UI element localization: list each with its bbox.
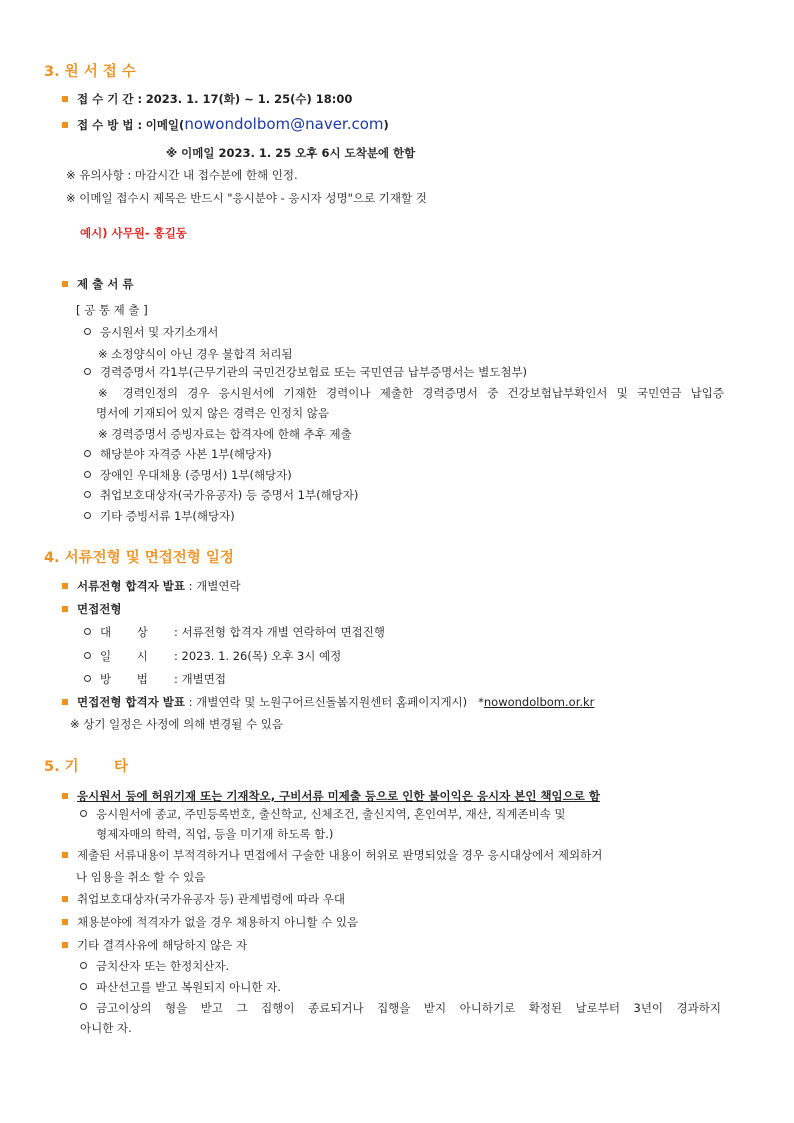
- period-value: 2023. 1. 17(화) ~ 1. 25(수) 18:00: [145, 92, 353, 106]
- date-value: : 2023. 1. 26(목) 오후 3시 예정: [174, 649, 342, 663]
- bullet-icon: [62, 583, 68, 589]
- bullet-icon: [62, 122, 68, 128]
- final-pass-label: 면접전형 합격자 발표: [77, 695, 185, 709]
- disq-text: 금치산자 또는 한정치산자.: [96, 959, 230, 973]
- disq-item: [80, 958, 229, 974]
- target-key: 대 상: [100, 625, 148, 639]
- circle-bullet-icon: [80, 1003, 87, 1010]
- bullet-icon: [62, 281, 68, 287]
- etc-sub-cont: 형제자매의 학력, 직업, 등을 미기재 하도록 함.): [96, 827, 334, 841]
- etc-sub-text: 응시원서에 종교, 주민등록번호, 출신학교, 신체조건, 출신지역, 혼인여부, 재산, 직계존비속 및: [96, 807, 566, 821]
- final-pass-value: : 개별연락 및 노원구어르신돌봄지원센터 홈페이지게시) *: [185, 695, 484, 709]
- etc-item: [62, 937, 247, 953]
- interview-method: [84, 671, 226, 687]
- etc-item: [62, 914, 358, 930]
- disq-text: 파산선고를 받고 복원되지 아니한 자.: [96, 980, 281, 994]
- target-value: : 서류전형 합격자 개별 연락하여 면접진행: [174, 625, 386, 639]
- etc-item-text: 채용분야에 적격자가 없을 경우 채용하지 아니할 수 있음: [77, 915, 359, 929]
- disq-item: [80, 1000, 724, 1016]
- circle-bullet-icon: [84, 471, 91, 478]
- etc-sub-item: [80, 806, 566, 822]
- doc-item: [84, 324, 218, 340]
- method-line: [62, 115, 389, 133]
- interview-line: [62, 601, 121, 617]
- common-docs-title: [ 공 통 제 출 ]: [76, 303, 148, 317]
- doc-item-text: 기타 증빙서류 1부(해당자): [100, 509, 235, 523]
- bullet-icon: [62, 793, 68, 799]
- circle-bullet-icon: [84, 675, 91, 682]
- doc-item: [84, 446, 272, 462]
- bullet-icon: [62, 606, 68, 612]
- etc-item-text: 취업보호대상자(국가유공자 등) 관계법령에 따라 우대: [77, 892, 345, 906]
- email-address: nowondolbom@naver.com: [184, 115, 384, 133]
- caution-note: ※ 유의사항 : 마감시간 내 접수분에 한해 인정.: [66, 168, 298, 182]
- circle-bullet-icon: [84, 450, 91, 457]
- email-deadline-note: ※ 이메일 2023. 1. 25 오후 6시 도착분에 한함: [166, 146, 416, 160]
- doc-item-note-cont: 명서에 기재되어 있지 않은 경력은 인정치 않음: [96, 406, 330, 420]
- disq-text: 금고이상의 형을 받고 그 집행이 종료되거나 집행을 받지 아니하기로 확정된 날로부터 3년이 경과하지: [96, 1001, 721, 1015]
- etc-item-text: 제출된 서류내용이 부적격하거나 면접에서 구술한 내용이 허위로 판명되었을 경우 응시대상에서 제외하거: [77, 848, 603, 862]
- circle-bullet-icon: [80, 962, 87, 969]
- method-suffix: ): [383, 118, 389, 132]
- etc-item: [62, 788, 600, 804]
- bullet-icon: [62, 96, 68, 102]
- subject-rule-note: ※ 이메일 접수시 제목은 반드시 "응시분야 - 응시자 성명"으로 기재할 것: [66, 191, 427, 205]
- circle-bullet-icon: [84, 368, 91, 375]
- docs-title-line: [62, 276, 133, 292]
- schedule-change-note: ※ 상기 일정은 사정에 의해 변경될 수 있음: [70, 717, 283, 731]
- date-key: 일 시: [100, 649, 148, 663]
- period-line: [62, 91, 352, 107]
- etc-item-text: 응시원서 등에 허위기재 또는 기재착오, 구비서류 미제출 등으로 인한 불이익은 응시자 본인 책임으로 함: [77, 789, 600, 803]
- doc-item-note: ※ 경력인정의 경우 응시원서에 기재한 경력이나 제출한 경력증명서 중 건강보험납부확인서 및 국민연금 납입증: [98, 386, 724, 400]
- section-5-title: 5. 기 타: [44, 759, 128, 775]
- subject-example: 예시) 사무원- 홍길동: [80, 226, 187, 240]
- interview-label: 면접전형: [77, 602, 122, 616]
- doc-item-text: 해당분야 자격증 사본 1부(해당자): [100, 447, 272, 461]
- circle-bullet-icon: [84, 491, 91, 498]
- method-prefix: 이메일(: [145, 118, 185, 132]
- doc-item: [84, 364, 527, 380]
- disq-item-cont: 아니한 자.: [80, 1021, 132, 1035]
- method-key: 방 법: [100, 672, 148, 686]
- method-label: 접 수 방 법 :: [77, 118, 143, 132]
- circle-bullet-icon: [84, 512, 91, 519]
- etc-item: [62, 891, 345, 907]
- doc-item-text: 취업보호대상자(국가유공자) 등 증명서 1부(해당자): [100, 488, 359, 502]
- bullet-icon: [62, 919, 68, 925]
- etc-item-text: 기타 결격사유에 해당하지 않은 자: [77, 938, 248, 952]
- section-3-title: 3. 원 서 접 수: [44, 64, 136, 80]
- docs-title: 제 출 서 류: [77, 277, 134, 291]
- circle-bullet-icon: [84, 652, 91, 659]
- doc-item-text: 장애인 우대채용 (증명서) 1부(해당자): [100, 468, 292, 482]
- bullet-icon: [62, 699, 68, 705]
- final-pass-line: [62, 694, 594, 710]
- doc-pass-line: [62, 578, 241, 594]
- etc-item-cont: 나 임용을 취소 할 수 있음: [76, 870, 206, 884]
- circle-bullet-icon: [80, 983, 87, 990]
- homepage-link[interactable]: nowondolbom.or.kr: [483, 695, 595, 709]
- circle-bullet-icon: [84, 328, 91, 335]
- period-label: 접 수 기 간 :: [77, 92, 143, 106]
- doc-item-note: ※ 경력증명서 증빙자료는 합격자에 한해 추후 제출: [98, 427, 352, 441]
- doc-item-text: 경력증명서 각1부(근무기관의 국민건강보험료 또는 국민연금 납부증명서는 별도첨부): [100, 365, 528, 379]
- doc-item: [84, 508, 235, 524]
- doc-item-text: 응시원서 및 자기소개서: [100, 325, 219, 339]
- disq-item: [80, 979, 281, 995]
- circle-bullet-icon: [80, 810, 87, 817]
- doc-pass-value: : 개별연락: [185, 579, 241, 593]
- interview-date: [84, 648, 341, 664]
- circle-bullet-icon: [84, 628, 91, 635]
- section-4-title: 4. 서류전형 및 면접전형 일정: [44, 550, 234, 566]
- method-value: : 개별면접: [174, 672, 226, 686]
- doc-item-note: ※ 소정양식이 아닌 경우 불합격 처리됨: [98, 347, 293, 361]
- doc-item: [84, 487, 358, 503]
- interview-target: [84, 624, 385, 640]
- bullet-icon: [62, 942, 68, 948]
- doc-pass-label: 서류전형 합격자 발표: [77, 579, 185, 593]
- bullet-icon: [62, 852, 68, 858]
- bullet-icon: [62, 896, 68, 902]
- doc-item: [84, 467, 292, 483]
- etc-item: [62, 847, 602, 863]
